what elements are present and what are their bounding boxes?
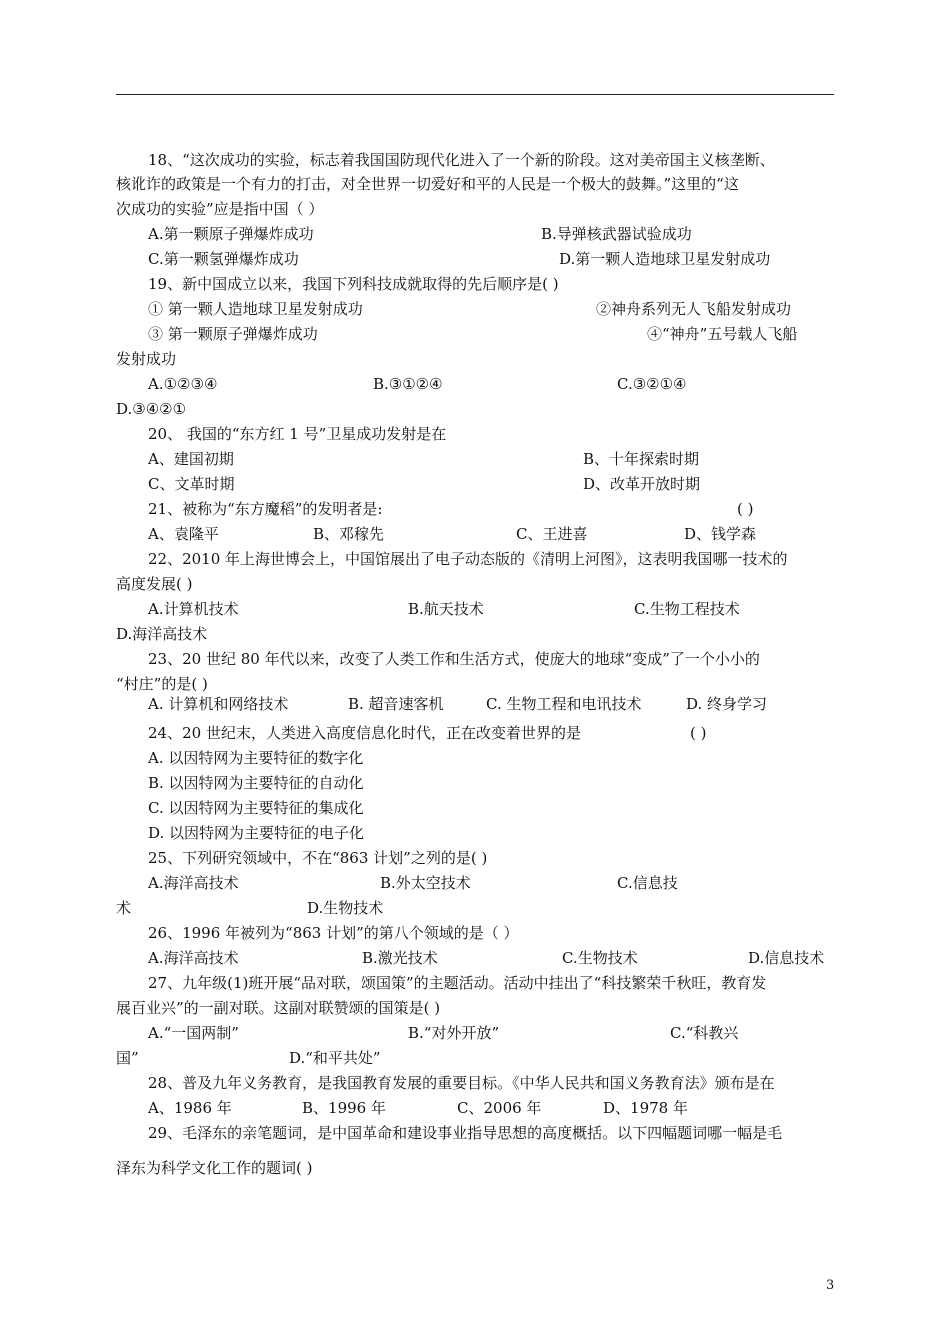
- q22-option-a: A.计算机技术: [148, 600, 239, 618]
- q24-option-c: C. 以因特网为主要特征的集成化: [148, 799, 364, 817]
- q23-option-b: B. 超音速客机: [348, 695, 444, 713]
- q19-item1: ① 第一颗人造地球卫星发射成功: [148, 300, 363, 318]
- q25-line1: 25、下列研究领域中，不在“863 计划”之列的是( ): [148, 849, 488, 867]
- q25-option-c-cont: 术: [116, 899, 132, 917]
- q19-option-a: A.①②③④: [148, 375, 218, 393]
- q22-option-b: B.航天技术: [408, 600, 484, 618]
- q20-option-d: D、改革开放时期: [583, 475, 701, 493]
- q28-option-d: D、1978 年: [603, 1099, 688, 1117]
- q27-line1: 27、九年级(1)班开展“品对联，颂国策”的主题活动。活动中挂出了“科技繁荣千秋旺，教育发: [148, 974, 767, 992]
- q28-option-a: A、1986 年: [148, 1099, 232, 1117]
- q18-line3: 次成功的实验”应是指中国（ ）: [116, 200, 324, 218]
- header-rule: [116, 94, 834, 95]
- q24-answer-paren: ( ): [690, 724, 707, 742]
- q27-option-a: A.“一国两制”: [148, 1024, 239, 1042]
- q18-line2: 核讹诈的政策是一个有力的打击，对全世界一切爱好和平的人民是一个极大的鼓舞。”这里的“这: [116, 175, 739, 193]
- q22-line1: 22、2010 年上海世博会上，中国馆展出了电子动态版的《清明上河图》，这表明我国哪一技术的: [148, 550, 788, 568]
- q27-option-c: C.“科教兴: [670, 1024, 739, 1042]
- q19-option-d: D.③④②①: [116, 400, 187, 418]
- q24-option-b: B. 以因特网为主要特征的自动化: [148, 774, 364, 792]
- q23-line2: “村庄”的是( ): [116, 675, 208, 693]
- q18-option-b: B.导弹核武器试验成功: [541, 225, 692, 243]
- q23-option-c: C. 生物工程和电讯技术: [486, 695, 642, 713]
- q20-option-a: A、建国初期: [148, 450, 234, 468]
- q23-option-d: D. 终身学习: [686, 695, 768, 713]
- q19-item3: ③ 第一颗原子弹爆炸成功: [148, 325, 318, 343]
- q25-option-b: B.外太空技术: [380, 874, 471, 892]
- q28-option-b: B、1996 年: [302, 1099, 386, 1117]
- q26-option-b: B.激光技术: [362, 949, 438, 967]
- q28-line1: 28、普及九年义务教育，是我国教育发展的重要目标。《中华人民共和国义务教育法》颁布是在: [148, 1074, 775, 1092]
- q21-line1: 21、被称为“东方魔稻”的发明者是:: [148, 500, 383, 518]
- page-number: 3: [826, 1278, 835, 1293]
- q18-option-a: A.第一颗原子弹爆炸成功: [148, 225, 314, 243]
- q29-line1: 29、毛泽东的亲笔题词，是中国革命和建设事业指导思想的高度概括。以下四幅题词哪一幅是毛: [148, 1124, 783, 1142]
- q22-line2: 高度发展( ): [116, 575, 193, 593]
- q21-option-c: C、王进喜: [516, 525, 588, 543]
- q29-line2: 泽东为科学文化工作的题词( ): [116, 1159, 313, 1177]
- q27-line2: 展百业兴”的一副对联。这副对联赞颂的国策是( ): [116, 999, 441, 1017]
- q19-item4-cont: 发射成功: [116, 350, 177, 368]
- q21-answer-paren: ( ): [737, 500, 754, 518]
- q20-line1: 20、 我国的“东方红 1 号”卫星成功发射是在: [148, 425, 447, 443]
- q19-item4: ④“神舟”五号载人飞船: [647, 325, 798, 343]
- q18-line1: 18、“这次成功的实验，标志着我国国防现代化进入了一个新的阶段。这对美帝国主义核垄断、: [148, 151, 775, 169]
- q23-option-a: A. 计算机和网络技术: [148, 695, 289, 713]
- q25-option-d: D.生物技术: [307, 899, 384, 917]
- q26-option-c: C.生物技术: [562, 949, 638, 967]
- q24-option-d: D. 以因特网为主要特征的电子化: [148, 824, 365, 842]
- q25-option-a: A.海洋高技术: [148, 874, 239, 892]
- q24-line1: 24、20 世纪末，人类进入高度信息化时代，正在改变着世界的是: [148, 724, 581, 742]
- q18-option-d: D.第一颗人造地球卫星发射成功: [559, 250, 771, 268]
- q21-option-d: D、钱学森: [684, 525, 757, 543]
- q21-option-b: B、邓稼先: [313, 525, 385, 543]
- q25-option-c: C.信息技: [617, 874, 678, 892]
- q19-option-b: B.③①②④: [373, 375, 443, 393]
- q27-option-c-cont: 国”: [116, 1049, 139, 1067]
- q21-option-a: A、袁隆平: [148, 525, 219, 543]
- q19-option-c: C.③②①④: [617, 375, 687, 393]
- q24-option-a: A. 以因特网为主要特征的数字化: [148, 749, 364, 767]
- q23-line1: 23、20 世纪 80 年代以来，改变了人类工作和生活方式，使庞大的地球“变成”了一个小小的: [148, 650, 760, 668]
- q28-option-c: C、2006 年: [457, 1099, 542, 1117]
- q27-option-d: D.“和平共处”: [289, 1049, 381, 1067]
- q19-item2: ②神舟系列无人飞船发射成功: [596, 300, 792, 318]
- q20-option-c: C、文革时期: [148, 475, 235, 493]
- q20-option-b: B、十年探索时期: [583, 450, 700, 468]
- q26-option-d: D.信息技术: [748, 949, 825, 967]
- q27-option-b: B.“对外开放”: [408, 1024, 500, 1042]
- q26-option-a: A.海洋高技术: [148, 949, 239, 967]
- q22-option-c: C.生物工程技术: [634, 600, 740, 618]
- q18-option-c: C.第一颗氢弹爆炸成功: [148, 250, 299, 268]
- q22-option-d: D.海洋高技术: [116, 625, 208, 643]
- q19-line1: 19、新中国成立以来，我国下列科技成就取得的先后顺序是( ): [148, 275, 559, 293]
- q26-line1: 26、1996 年被列为“863 计划”的第八个领域的是（ ）: [148, 924, 519, 942]
